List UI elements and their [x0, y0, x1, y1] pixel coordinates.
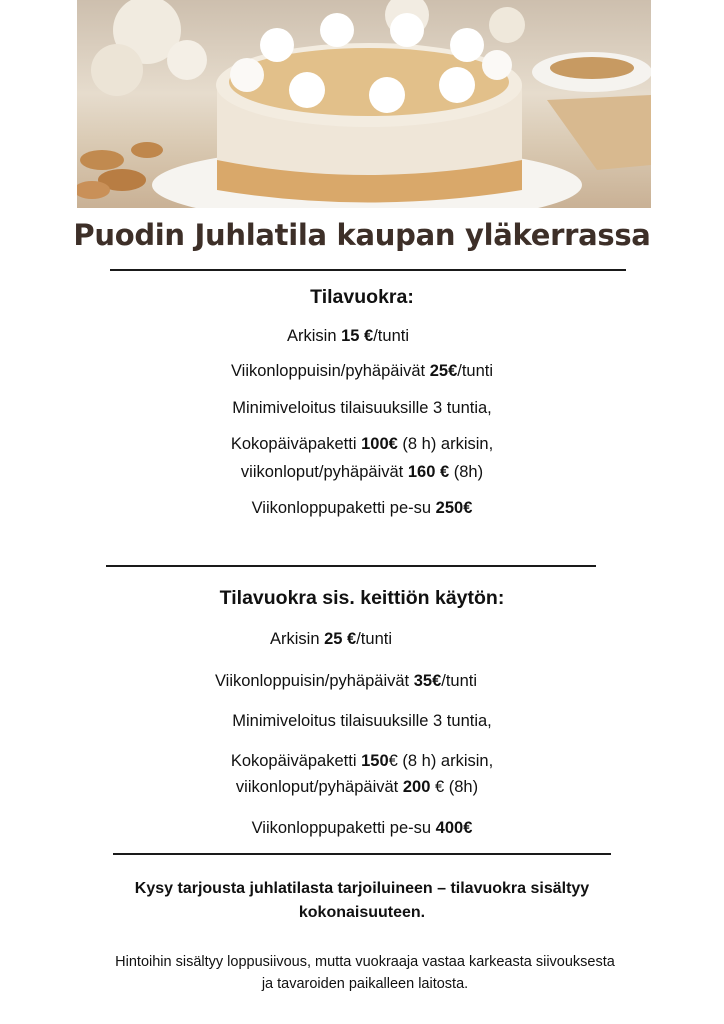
- cake-photo: [77, 0, 651, 208]
- divider: [106, 565, 596, 567]
- offer-text: Kysy tarjousta juhlatilasta tarjoiluineen – tilavuokra sisältyy kokonaisuuteen.: [134, 880, 590, 921]
- minimum-charge: Minimiveloitus tilaisuuksille 3 tuntia,: [232, 712, 492, 730]
- full-day-package: Kokopäiväpaketti 150€ (8 h) arkisin,: [230, 752, 494, 770]
- weekend-package: Viikonloppupaketti pe-su 250€: [251, 499, 473, 517]
- price-weekday: Arkisin 15 €/tunti: [287, 327, 409, 345]
- divider: [110, 269, 626, 271]
- price-weekend: Viikonloppuisin/pyhäpäivät 25€/tunti: [230, 362, 494, 380]
- page-title: Puodin Juhlatila kaupan yläkerrassa: [73, 218, 651, 252]
- minimum-charge: Minimiveloitus tilaisuuksille 3 tuntia,: [232, 399, 492, 417]
- full-day-package: Kokopäiväpaketti 100€ (8 h) arkisin,: [230, 435, 494, 453]
- full-day-package-weekend: viikonloput/pyhäpäivät 160 € (8h): [240, 463, 484, 481]
- full-day-package-weekend: viikonloput/pyhäpäivät 200 € (8h): [235, 778, 479, 796]
- weekend-package: Viikonloppupaketti pe-su 400€: [251, 819, 473, 837]
- cleaning-note: Hintoihin sisältyy loppusiivous, mutta vuokraaja vastaa karkeasta siivouksesta ja tavaroiden paikalleen laitosta.: [115, 954, 615, 992]
- price-weekday: Arkisin 25 €/tunti: [270, 630, 392, 648]
- divider: [113, 853, 611, 855]
- section-heading-rent: Tilavuokra:: [310, 286, 414, 308]
- price-weekend: Viikonloppuisin/pyhäpäivät 35€/tunti: [214, 672, 478, 690]
- section-heading-rent-kitchen: Tilavuokra sis. keittiön käytön:: [219, 587, 505, 609]
